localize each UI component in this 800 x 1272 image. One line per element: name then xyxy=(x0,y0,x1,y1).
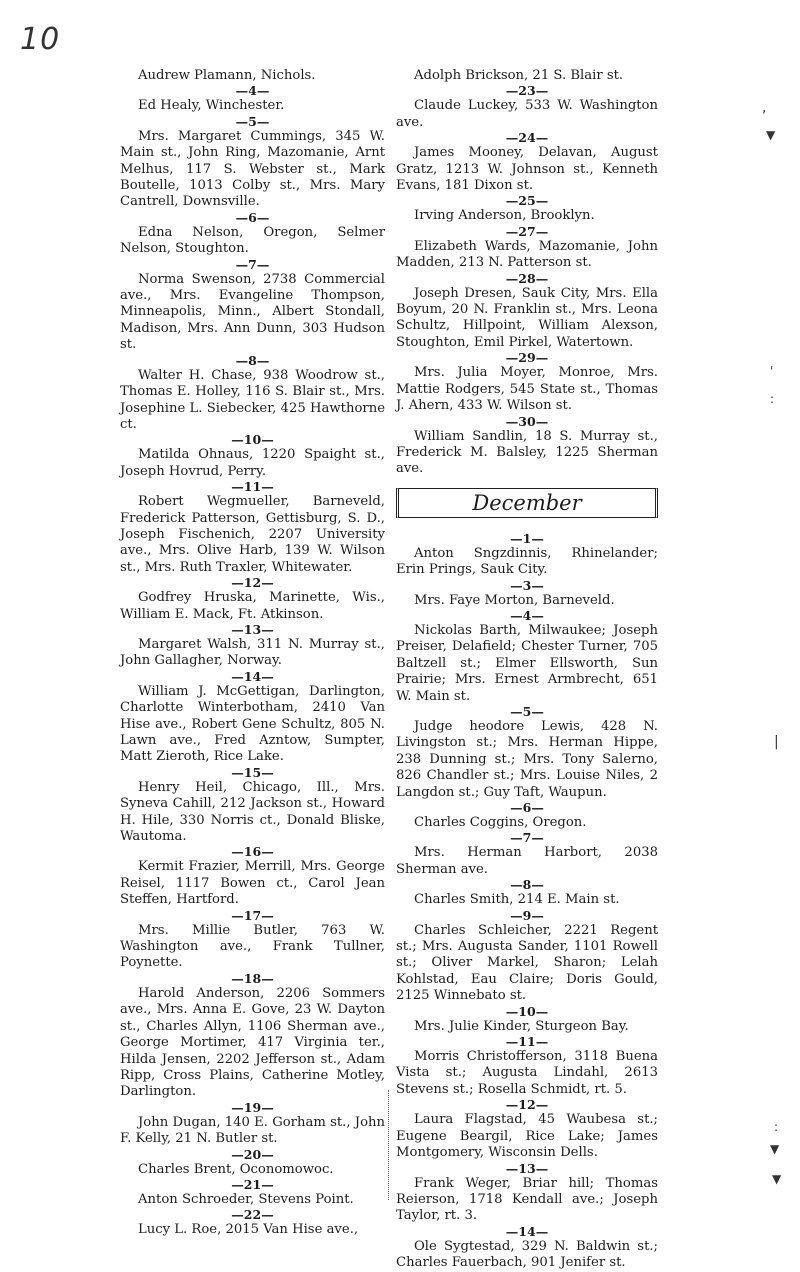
date-label: —4— xyxy=(510,607,544,623)
birthday-entry: Mrs. Herman Harbort, 2038 Sherman ave. xyxy=(396,845,658,877)
margin-mark: ' xyxy=(770,364,774,378)
date-label: —17— xyxy=(231,907,274,923)
month-header-december: December xyxy=(396,488,658,518)
birthday-entry: Claude Luckey, 533 W. Washington ave. xyxy=(396,98,658,130)
margin-mark: ▼ xyxy=(766,128,776,142)
date-label: —18— xyxy=(231,970,274,986)
birthday-entry: James Mooney, Delavan, August Gratz, 1213 W. Johnson st., Kenneth Evans, 181 Dixon st. xyxy=(396,145,658,194)
date-label: —11— xyxy=(505,1034,549,1050)
date-label: —6— xyxy=(510,800,544,815)
birthday-entry: William Sandlin, 18 S. Murray st., Frederick M. Balsley, 1225 Sherman ave. xyxy=(396,428,658,477)
birthday-entry: Matilda Ohnaus, 1220 Spaight st., Joseph Hovrud, Perry. xyxy=(120,447,385,479)
birthday-entry: Joseph Dresen, Sauk City, Mrs. Ella Boyum, 20 N. Franklin st., Mrs. Leona Schultz, Hillpoint, William Alexson, Stoughton, Emil Pirkel, Watertown. xyxy=(396,285,658,350)
date-label: —16— xyxy=(231,844,274,860)
birthday-entry: Kermit Frazier, Merrill, Mrs. George Reisel, 1117 Bowen ct., Carol Jean Steffen, Hartford. xyxy=(120,859,385,908)
date-label: —10— xyxy=(505,1003,549,1019)
birthday-entry: Audrew Plamann, Nichols. xyxy=(138,68,316,83)
birthday-entry: Mrs. Millie Butler, 763 W. Washington ave., Frank Tullner, Poynette. xyxy=(120,922,385,971)
page-number: 10 xyxy=(20,22,61,57)
birthday-entry: Mrs. Julie Kinder, Sturgeon Bay. xyxy=(414,1018,629,1034)
date-label: —14— xyxy=(231,668,274,684)
birthday-entry: Laura Flagstad, 45 Waubesa st.; Eugene Beargil, Rice Lake; James Montgomery, Wisconsin Dells. xyxy=(396,1112,658,1161)
birthday-entry: Harold Anderson, 2206 Sommers ave., Mrs. Anna E. Gove, 23 W. Dayton st., Charles Allyn, 1106 Sherman ave., George Mortimer, 417 Virginia ter., Hilda Jensen, 2202 Jefferson st., Adam Ripp, Cross Plains, Catherine Motley, Darlington. xyxy=(120,985,385,1100)
date-label: —1— xyxy=(510,530,544,546)
date-label: —12— xyxy=(231,575,274,591)
december-list xyxy=(396,532,658,1272)
date-label: —27— xyxy=(505,223,549,239)
birthday-entry: Charles Coggins, Oregon. xyxy=(414,815,587,830)
date-label: —8— xyxy=(235,352,270,368)
birthday-entry: John Dugan, 140 E. Gorham st., John F. Kelly, 21 N. Butler st. xyxy=(120,1114,385,1147)
date-label: —5— xyxy=(235,113,270,129)
birthday-entry: Mrs. Margaret Cummings, 345 W. Main st., John Ring, Mazomanie, Arnt Melhus, 117 S. Webster st., Mark Boutelle, 1013 Colby st., Mrs. Mary Cantrell, Downsville. xyxy=(120,128,385,210)
date-label: —28— xyxy=(505,270,549,286)
date-label: —13— xyxy=(505,1160,549,1176)
birthday-entry: Mrs. Faye Morton, Barneveld. xyxy=(414,592,615,608)
november-continued-list xyxy=(396,68,658,478)
date-label: —25— xyxy=(505,193,549,209)
margin-mark: , xyxy=(762,100,767,116)
birthday-entry: Henry Heil, Chicago, Ill., Mrs. Syneva Cahill, 212 Jackson st., Howard H. Hile, 330 Norris ct., Donald Bliske, Wautoma. xyxy=(120,779,385,845)
birthday-entry: Lucy L. Roe, 2015 Van Hise ave., xyxy=(138,1222,359,1238)
birthday-entry: Godfrey Hruska, Marinette, Wis., William E. Mack, Ft. Atkinson. xyxy=(120,590,385,622)
date-label: —4— xyxy=(235,83,270,99)
date-label: —30— xyxy=(505,413,549,429)
birthday-entry: Margaret Walsh, 311 N. Murray st., John Gallagher, Norway. xyxy=(120,636,385,669)
birthday-entry: Frank Weger, Briar hill; Thomas Reierson, 1718 Kendall ave.; Joseph Taylor, rt. 3. xyxy=(396,1175,658,1224)
birthday-entry: Charles Schleicher, 2221 Regent st.; Mrs. Augusta Sander, 1101 Rowell st.; Oliver Markel, Sharon; Lelah Kohlstad, Eau Claire; Doris Gould, 2125 Winnebato st. xyxy=(396,922,658,1004)
birthday-entry: Nickolas Barth, Milwaukee; Joseph Preiser, Delafield; Chester Turner, 705 Baltzell st.; Elmer Ellsworth, Sun Prairie; Mrs. Ernest Armbrecht, 651 W. Main st. xyxy=(396,622,658,704)
date-label: —23— xyxy=(505,83,549,99)
date-label: —20— xyxy=(231,1146,274,1162)
date-label: —21— xyxy=(231,1176,274,1192)
date-label: —10— xyxy=(231,432,274,448)
date-label: —15— xyxy=(231,764,274,780)
date-label: —22— xyxy=(231,1207,274,1223)
margin-mark: : xyxy=(770,392,775,406)
left-column xyxy=(120,68,385,1239)
birthday-entry: Adolph Brickson, 21 S. Blair st. xyxy=(414,68,624,83)
birthday-entry: Anton Sngzdinnis, Rhinelander; Erin Prings, Sauk City. xyxy=(396,545,658,578)
date-label: —8— xyxy=(510,877,544,893)
date-label: —7— xyxy=(510,830,544,846)
date-label: —5— xyxy=(510,703,544,719)
birthday-entry: Edna Nelson, Oregon, Selmer Nelson, Stoughton. xyxy=(120,224,385,257)
birthday-entry: Ed Healy, Winchester. xyxy=(138,98,285,114)
birthday-entry: Robert Wegmueller, Barneveld, Frederick Patterson, Gettisburg, S. D., Joseph Fischenich, 2207 University ave., Mrs. Olive Harb, 139 W. Wilson st., Mrs. Ruth Traxler, Whitewater. xyxy=(120,494,385,575)
column-divider xyxy=(388,1090,390,1200)
birthday-entry: Norma Swenson, 2738 Commercial ave., Mrs. Evangeline Thompson, Minneapolis, Minn., Albert Stondall, Madison, Mrs. Ann Dunn, 303 Hudson st. xyxy=(120,271,385,353)
birthday-entry: Ole Sygtestad, 329 N. Baldwin st.; Charles Fauerbach, 901 Jenifer st. xyxy=(396,1238,658,1271)
date-label: —9— xyxy=(510,907,544,923)
birthday-entry: Morris Christofferson, 3118 Buena Vista st.; Augusta Lindahl, 2613 Stevens st.; Rosella Schmidt, rt. 5. xyxy=(396,1049,658,1097)
date-label: —7— xyxy=(235,256,270,272)
birthday-entry: Mrs. Julia Moyer, Monroe, Mrs. Mattie Rodgers, 545 State st., Thomas J. Ahern, 433 W. Wilson st. xyxy=(396,365,658,414)
birthday-entry: Judge heodore Lewis, 428 N. Livingston st.; Mrs. Herman Hippe, 238 Dunning st.; Mrs. Tony Salerno, 826 Chandler st.; Mrs. Louise Niles, 2 Langdon st.; Guy Taft, Waupun. xyxy=(396,718,658,800)
birthday-entry: Walter H. Chase, 938 Woodrow st., Thomas E. Holley, 116 S. Blair st., Mrs. Josephine L. Siebecker, 425 Hawthorne ct. xyxy=(120,367,385,432)
birthday-entry: Charles Brent, Oconomowoc. xyxy=(138,1161,334,1177)
margin-mark: : xyxy=(774,1120,779,1134)
birthday-entry: Irving Anderson, Brooklyn. xyxy=(414,208,595,224)
date-label: —29— xyxy=(505,350,549,366)
date-label: —19— xyxy=(231,1099,274,1115)
birthday-entry: Charles Smith, 214 E. Main st. xyxy=(414,892,620,908)
date-label: —11— xyxy=(231,479,274,495)
date-label: —14— xyxy=(505,1223,549,1239)
date-label: —6— xyxy=(235,209,270,225)
margin-mark: ▼ xyxy=(772,1172,782,1186)
margin-mark: ▼ xyxy=(770,1142,780,1156)
date-label: —13— xyxy=(231,621,274,637)
birthday-entry: Anton Schroeder, Stevens Point. xyxy=(138,1191,354,1207)
right-column xyxy=(396,68,658,1272)
birthday-entry: Elizabeth Wards, Mazomanie, John Madden, 213 N. Patterson st. xyxy=(396,238,658,271)
date-label: —3— xyxy=(510,577,544,593)
margin-mark: | xyxy=(774,734,779,750)
date-label: —24— xyxy=(505,130,549,146)
birthday-entry: William J. McGettigan, Darlington, Charlotte Winterbotham, 2410 Van Hise ave., Robert Gene Schultz, 805 N. Lawn ave., Fred Azntow, Sumpter, Matt Zieroth, Rice Lake. xyxy=(120,683,385,765)
date-label: —12— xyxy=(505,1097,549,1113)
